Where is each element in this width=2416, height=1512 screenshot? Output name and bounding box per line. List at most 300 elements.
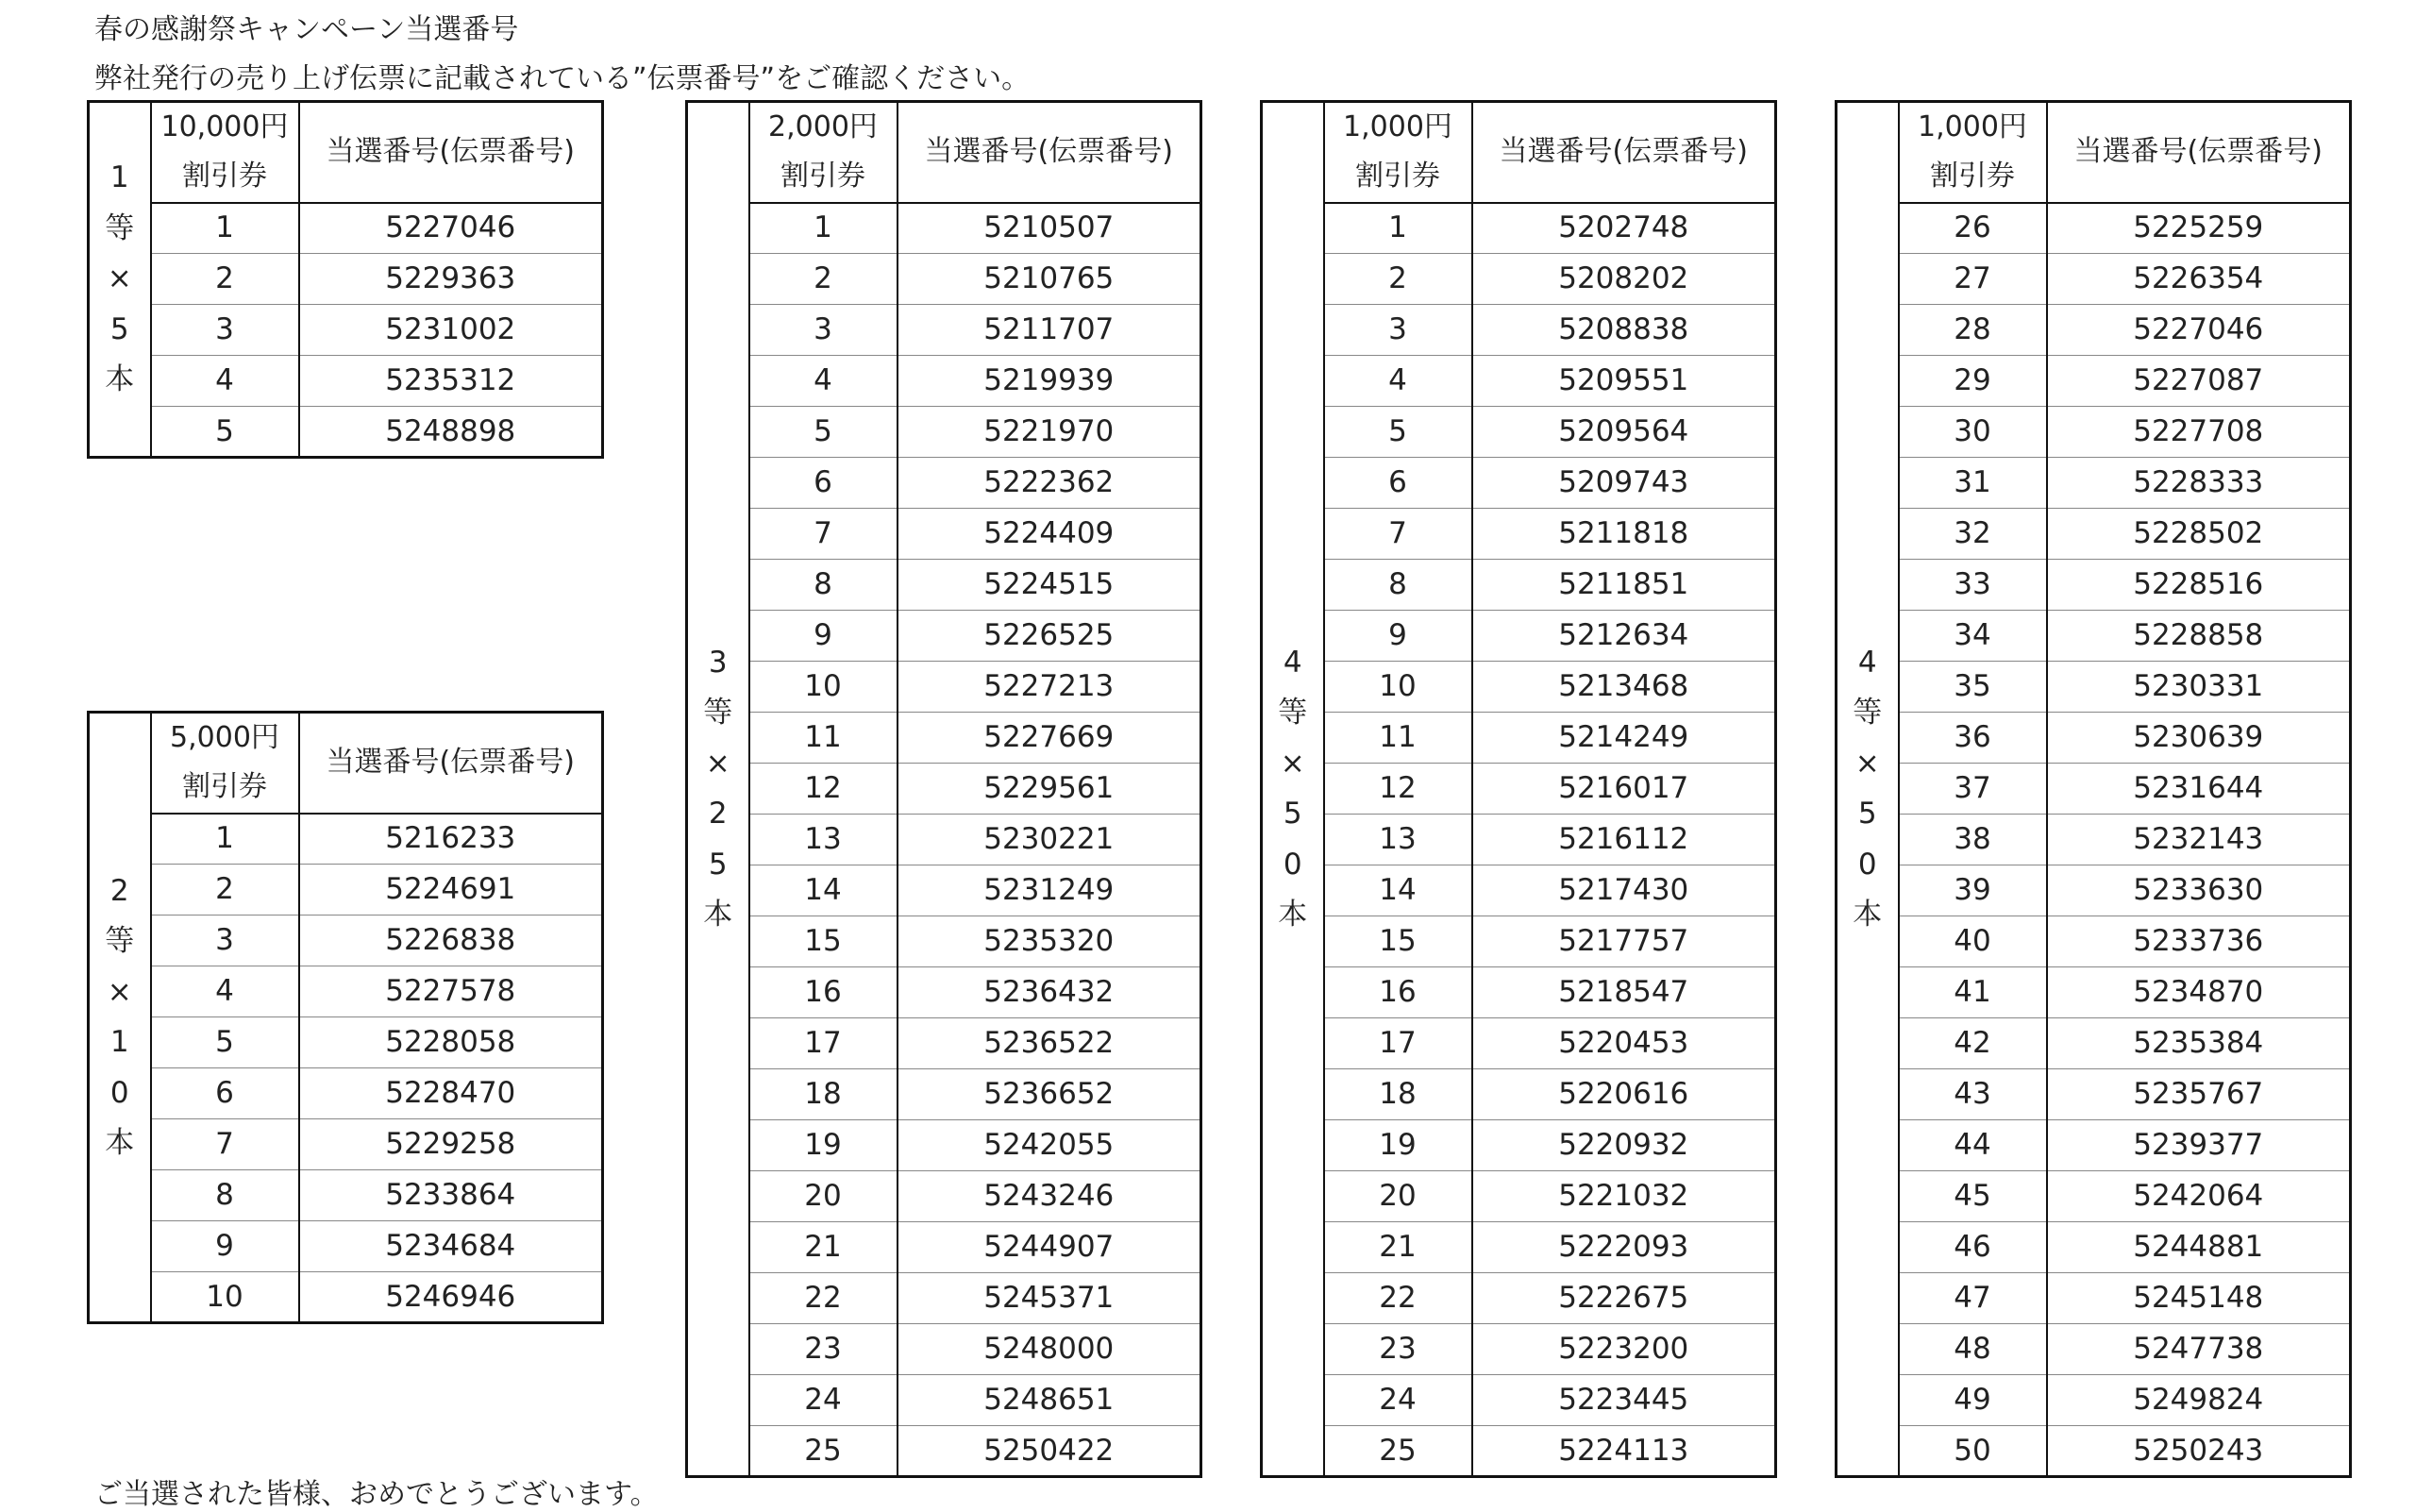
winning-number: 5234870 <box>2047 967 2351 1018</box>
table-row <box>1837 1018 2351 1069</box>
table-row <box>687 967 1201 1018</box>
winning-number: 5233736 <box>2047 916 2351 967</box>
row-index: 46 <box>1899 1222 2047 1273</box>
winning-number: 5230331 <box>2047 662 2351 713</box>
prize-rank-label <box>1262 102 1324 1477</box>
prize-rank-char: 本 <box>105 1126 135 1160</box>
table-row <box>687 764 1201 815</box>
coupon-amount: 10,000円 <box>160 110 289 144</box>
row-index: 1 <box>151 814 299 865</box>
row-index: 13 <box>749 815 898 865</box>
row-index: 4 <box>151 966 299 1017</box>
table-row <box>687 1120 1201 1171</box>
winning-number: 5248651 <box>898 1375 1201 1426</box>
row-index: 27 <box>1899 254 2047 305</box>
winning-number: 5250422 <box>898 1426 1201 1477</box>
winning-number: 5239377 <box>2047 1120 2351 1171</box>
row-index: 22 <box>1324 1273 1472 1324</box>
winning-number: 5223445 <box>1472 1375 1776 1426</box>
table-row <box>687 1273 1201 1324</box>
winning-number: 5247738 <box>2047 1324 2351 1375</box>
row-index: 15 <box>749 916 898 967</box>
row-index: 50 <box>1899 1426 2047 1477</box>
row-index: 42 <box>1899 1018 2047 1069</box>
row-index: 37 <box>1899 764 2047 815</box>
row-index: 43 <box>1899 1069 2047 1120</box>
row-index: 1 <box>1324 203 1472 254</box>
row-index: 7 <box>151 1119 299 1170</box>
table-row <box>1262 254 1776 305</box>
table-row <box>1837 305 2351 356</box>
row-index: 19 <box>1324 1120 1472 1171</box>
row-index: 33 <box>1899 560 2047 611</box>
table-row <box>89 305 603 356</box>
winning-number: 5217430 <box>1472 865 1776 916</box>
winning-number-header: 当選番号(伝票番号) <box>299 102 603 203</box>
prize-rank-char: 本 <box>1278 898 1308 932</box>
row-index: 18 <box>1324 1069 1472 1120</box>
table-row <box>1262 356 1776 407</box>
coupon-amount-header <box>151 102 299 203</box>
row-index: 4 <box>151 356 299 407</box>
table-row <box>687 865 1201 916</box>
winning-number: 5216017 <box>1472 764 1776 815</box>
winning-number: 5224691 <box>299 865 603 916</box>
table-row <box>1837 764 2351 815</box>
winning-number: 5235320 <box>898 916 1201 967</box>
prize4-table-part1 <box>1260 100 1777 1478</box>
table-row <box>1262 967 1776 1018</box>
table-row <box>1262 305 1776 356</box>
coupon-type: 割引券 <box>182 160 267 193</box>
prize-rank-char: 等 <box>105 924 135 958</box>
winning-number: 5226354 <box>2047 254 2351 305</box>
row-index: 3 <box>151 305 299 356</box>
winning-number: 5208202 <box>1472 254 1776 305</box>
winning-number: 5234684 <box>299 1221 603 1272</box>
winning-number: 5235767 <box>2047 1069 2351 1120</box>
winning-number: 5236652 <box>898 1069 1201 1120</box>
table-row <box>89 407 603 458</box>
row-index: 41 <box>1899 967 2047 1018</box>
row-index: 11 <box>1324 713 1472 764</box>
row-index: 9 <box>151 1221 299 1272</box>
coupon-amount-header <box>1899 102 2047 203</box>
coupon-type: 割引券 <box>1355 160 1440 193</box>
table-row <box>1837 967 2351 1018</box>
table-row <box>1262 1120 1776 1171</box>
winning-number: 5229258 <box>299 1119 603 1170</box>
table-row <box>1837 1273 2351 1324</box>
row-index: 14 <box>1324 865 1472 916</box>
winning-number: 5211851 <box>1472 560 1776 611</box>
table-row <box>89 1068 603 1119</box>
table-row <box>687 1018 1201 1069</box>
winning-number: 5227708 <box>2047 407 2351 458</box>
row-index: 9 <box>1324 611 1472 662</box>
row-index: 28 <box>1899 305 2047 356</box>
row-index: 20 <box>749 1171 898 1222</box>
table-row <box>687 611 1201 662</box>
table-row <box>89 203 603 254</box>
table-row <box>1837 254 2351 305</box>
table-row <box>1262 1273 1776 1324</box>
winning-number: 5227578 <box>299 966 603 1017</box>
coupon-amount-header <box>1324 102 1472 203</box>
table-row <box>687 509 1201 560</box>
row-index: 5 <box>151 407 299 458</box>
winning-number: 5230221 <box>898 815 1201 865</box>
winning-number-header: 当選番号(伝票番号) <box>2047 102 2351 203</box>
row-index: 14 <box>749 865 898 916</box>
table-row <box>1837 458 2351 509</box>
coupon-amount-header <box>151 713 299 814</box>
row-index: 25 <box>1324 1426 1472 1477</box>
table-row <box>1837 1069 2351 1120</box>
winning-number: 5209564 <box>1472 407 1776 458</box>
winning-number: 5221032 <box>1472 1171 1776 1222</box>
row-index: 26 <box>1899 203 2047 254</box>
table-row <box>1837 1375 2351 1426</box>
row-index: 8 <box>749 560 898 611</box>
row-index: 47 <box>1899 1273 2047 1324</box>
winning-number: 5227669 <box>898 713 1201 764</box>
prize-rank-char: 等 <box>1278 696 1308 730</box>
table-row <box>1262 611 1776 662</box>
row-index: 3 <box>1324 305 1472 356</box>
row-index: 31 <box>1899 458 2047 509</box>
table-row <box>687 305 1201 356</box>
table-row <box>687 560 1201 611</box>
winning-number: 5214249 <box>1472 713 1776 764</box>
table-row <box>687 1222 1201 1273</box>
prize-rank-char: × <box>107 261 132 296</box>
coupon-type: 割引券 <box>780 160 865 193</box>
row-index: 24 <box>1324 1375 1472 1426</box>
row-index: 6 <box>749 458 898 509</box>
table-row <box>1837 865 2351 916</box>
prize-rank-char: 5 <box>1857 797 1877 831</box>
winning-number: 5222362 <box>898 458 1201 509</box>
table-row <box>1837 1426 2351 1477</box>
table-row <box>89 916 603 966</box>
row-index: 3 <box>151 916 299 966</box>
row-index: 38 <box>1899 815 2047 865</box>
row-index: 5 <box>1324 407 1472 458</box>
prize-rank-char: 2 <box>109 873 129 908</box>
winning-number: 5210507 <box>898 203 1201 254</box>
table-row <box>687 203 1201 254</box>
prize-rank-char: 4 <box>1283 645 1302 680</box>
row-index: 7 <box>1324 509 1472 560</box>
table-row <box>1837 611 2351 662</box>
prize2-table <box>87 711 604 1324</box>
prize-rank-char: 等 <box>703 696 733 730</box>
winning-number: 5230639 <box>2047 713 2351 764</box>
prize1-table <box>87 100 604 459</box>
row-index: 25 <box>749 1426 898 1477</box>
winning-number: 5245148 <box>2047 1273 2351 1324</box>
prize-rank-label <box>89 713 151 1323</box>
table-row <box>1837 203 2351 254</box>
table-row <box>1262 1324 1776 1375</box>
row-index: 9 <box>749 611 898 662</box>
table-row <box>89 1017 603 1068</box>
winning-number: 5229561 <box>898 764 1201 815</box>
winning-number: 5211707 <box>898 305 1201 356</box>
row-index: 13 <box>1324 815 1472 865</box>
winning-number: 5245371 <box>898 1273 1201 1324</box>
table-row <box>687 254 1201 305</box>
prize-rank-char: × <box>1280 746 1305 781</box>
table-row <box>1262 203 1776 254</box>
winning-number: 5248898 <box>299 407 603 458</box>
prize4-table-part2 <box>1835 100 2352 1478</box>
prize-rank-label <box>1837 102 1899 1477</box>
row-index: 30 <box>1899 407 2047 458</box>
prize-rank-char: 0 <box>109 1075 129 1110</box>
row-index: 2 <box>749 254 898 305</box>
row-index: 10 <box>151 1272 299 1323</box>
table-row <box>687 1171 1201 1222</box>
row-index: 29 <box>1899 356 2047 407</box>
prize-rank-char: × <box>107 974 132 1009</box>
row-index: 21 <box>749 1222 898 1273</box>
winning-number: 5250243 <box>2047 1426 2351 1477</box>
row-index: 12 <box>749 764 898 815</box>
row-index: 44 <box>1899 1120 2047 1171</box>
table-row <box>89 1119 603 1170</box>
winning-number: 5220453 <box>1472 1018 1776 1069</box>
row-index: 2 <box>151 865 299 916</box>
winning-number: 5220932 <box>1472 1120 1776 1171</box>
winning-number: 5224515 <box>898 560 1201 611</box>
table-row <box>89 1221 603 1272</box>
winning-number: 5221970 <box>898 407 1201 458</box>
table-row <box>687 713 1201 764</box>
row-index: 49 <box>1899 1375 2047 1426</box>
table-row <box>89 966 603 1017</box>
prize-rank-char: 0 <box>1283 847 1302 882</box>
winning-number: 5228516 <box>2047 560 2351 611</box>
winning-number: 5231249 <box>898 865 1201 916</box>
table-row <box>1837 407 2351 458</box>
winning-number: 5244881 <box>2047 1222 2351 1273</box>
coupon-amount: 5,000円 <box>170 721 279 755</box>
row-index: 2 <box>1324 254 1472 305</box>
table-row <box>1837 356 2351 407</box>
winning-number: 5210765 <box>898 254 1201 305</box>
prize-rank-char: 等 <box>1853 696 1883 730</box>
table-row <box>1262 1426 1776 1477</box>
winning-number: 5242064 <box>2047 1171 2351 1222</box>
table-row <box>1837 1324 2351 1375</box>
table-row <box>687 815 1201 865</box>
winning-number: 5202748 <box>1472 203 1776 254</box>
row-index: 4 <box>1324 356 1472 407</box>
row-index: 1 <box>151 203 299 254</box>
winning-number: 5226838 <box>299 916 603 966</box>
table-row <box>687 662 1201 713</box>
row-index: 15 <box>1324 916 1472 967</box>
table-row <box>1262 1222 1776 1273</box>
row-index: 24 <box>749 1375 898 1426</box>
table-row <box>1837 662 2351 713</box>
table-row <box>1262 1171 1776 1222</box>
row-index: 19 <box>749 1120 898 1171</box>
winning-number: 5228858 <box>2047 611 2351 662</box>
prize-rank-char: 5 <box>1283 797 1302 831</box>
table-row <box>1837 1120 2351 1171</box>
winning-number: 5223200 <box>1472 1324 1776 1375</box>
row-index: 48 <box>1899 1324 2047 1375</box>
row-index: 39 <box>1899 865 2047 916</box>
winning-number: 5229363 <box>299 254 603 305</box>
winning-number: 5222675 <box>1472 1273 1776 1324</box>
row-index: 10 <box>749 662 898 713</box>
table-row <box>1262 662 1776 713</box>
prize-rank-char: 5 <box>109 311 129 346</box>
row-index: 12 <box>1324 764 1472 815</box>
winning-number: 5232143 <box>2047 815 2351 865</box>
winning-number: 5216233 <box>299 814 603 865</box>
instruction-text: 弊社発行の売り上げ伝票に記載されている”伝票番号”をご確認ください。 <box>94 62 1031 95</box>
table-row <box>1262 713 1776 764</box>
row-index: 2 <box>151 254 299 305</box>
row-index: 20 <box>1324 1171 1472 1222</box>
prize-rank-char: 等 <box>105 210 135 245</box>
winning-number: 5211818 <box>1472 509 1776 560</box>
table-row <box>1262 407 1776 458</box>
winning-number: 5217757 <box>1472 916 1776 967</box>
winning-number: 5243246 <box>898 1171 1201 1222</box>
row-index: 36 <box>1899 713 2047 764</box>
prize-rank-char: 3 <box>708 645 728 680</box>
winning-number: 5236432 <box>898 967 1201 1018</box>
table-row <box>89 1272 603 1323</box>
winning-number: 5209743 <box>1472 458 1776 509</box>
table-row <box>687 356 1201 407</box>
winning-number: 5225259 <box>2047 203 2351 254</box>
table-row <box>1837 713 2351 764</box>
row-index: 35 <box>1899 662 2047 713</box>
winning-number: 5233630 <box>2047 865 2351 916</box>
winning-number: 5227087 <box>2047 356 2351 407</box>
table-row <box>89 865 603 916</box>
row-index: 45 <box>1899 1171 2047 1222</box>
table-row <box>89 356 603 407</box>
winning-number: 5224113 <box>1472 1426 1776 1477</box>
table-row <box>1837 560 2351 611</box>
coupon-type: 割引券 <box>182 770 267 804</box>
winning-number: 5228470 <box>299 1068 603 1119</box>
winning-number: 5228502 <box>2047 509 2351 560</box>
table-row <box>1837 815 2351 865</box>
table-row <box>1262 560 1776 611</box>
prize-rank-char: 2 <box>708 797 728 831</box>
prize-rank-char: 1 <box>109 160 129 195</box>
prize-rank-char: 0 <box>1857 847 1877 882</box>
table-row <box>1262 1375 1776 1426</box>
table-row <box>687 1324 1201 1375</box>
coupon-amount-header <box>749 102 898 203</box>
winning-number: 5228333 <box>2047 458 2351 509</box>
winning-number: 5249824 <box>2047 1375 2351 1426</box>
winning-number: 5235312 <box>299 356 603 407</box>
winning-number: 5213468 <box>1472 662 1776 713</box>
winning-number: 5216112 <box>1472 815 1776 865</box>
congratulations-message: ご当選された皆様、おめでとうございます。 <box>94 1478 659 1511</box>
row-index: 34 <box>1899 611 2047 662</box>
row-index: 8 <box>1324 560 1472 611</box>
table-row <box>1837 1171 2351 1222</box>
winning-number: 5227046 <box>299 203 603 254</box>
row-index: 32 <box>1899 509 2047 560</box>
prize-rank-char: 本 <box>1853 898 1883 932</box>
winning-number: 5228058 <box>299 1017 603 1068</box>
winning-number: 5226525 <box>898 611 1201 662</box>
row-index: 23 <box>749 1324 898 1375</box>
coupon-amount: 2,000円 <box>768 110 878 144</box>
prize-rank-label <box>89 102 151 458</box>
table-row <box>687 916 1201 967</box>
page-title: 春の感謝祭キャンペーン当選番号 <box>94 13 519 46</box>
winning-number: 5227213 <box>898 662 1201 713</box>
row-index: 22 <box>749 1273 898 1324</box>
table-row <box>1262 1018 1776 1069</box>
winning-number: 5212634 <box>1472 611 1776 662</box>
table-row <box>687 407 1201 458</box>
table-row <box>1262 458 1776 509</box>
winning-number: 5242055 <box>898 1120 1201 1171</box>
coupon-amount: 1,000円 <box>1343 110 1452 144</box>
prize-rank-char: 4 <box>1857 645 1877 680</box>
winning-number: 5231002 <box>299 305 603 356</box>
prize3-table <box>685 100 1202 1478</box>
row-index: 3 <box>749 305 898 356</box>
row-index: 4 <box>749 356 898 407</box>
row-index: 8 <box>151 1170 299 1221</box>
winning-number: 5219939 <box>898 356 1201 407</box>
row-index: 1 <box>749 203 898 254</box>
prize-rank-char: 本 <box>703 898 733 932</box>
winning-number: 5227046 <box>2047 305 2351 356</box>
winning-number: 5248000 <box>898 1324 1201 1375</box>
winning-number: 5209551 <box>1472 356 1776 407</box>
winning-number: 5208838 <box>1472 305 1776 356</box>
table-row <box>89 254 603 305</box>
prize-rank-label <box>687 102 749 1477</box>
row-index: 16 <box>1324 967 1472 1018</box>
winning-number-header: 当選番号(伝票番号) <box>1472 102 1776 203</box>
winning-number-header: 当選番号(伝票番号) <box>299 713 603 814</box>
winning-number: 5244907 <box>898 1222 1201 1273</box>
table-row <box>687 1426 1201 1477</box>
row-index: 16 <box>749 967 898 1018</box>
winning-number: 5224409 <box>898 509 1201 560</box>
coupon-amount: 1,000円 <box>1918 110 2027 144</box>
table-row <box>687 458 1201 509</box>
table-row <box>89 1170 603 1221</box>
row-index: 5 <box>749 407 898 458</box>
table-row <box>1837 1222 2351 1273</box>
table-row <box>1262 916 1776 967</box>
row-index: 7 <box>749 509 898 560</box>
row-index: 17 <box>1324 1018 1472 1069</box>
row-index: 21 <box>1324 1222 1472 1273</box>
winning-number: 5218547 <box>1472 967 1776 1018</box>
winning-number: 5220616 <box>1472 1069 1776 1120</box>
